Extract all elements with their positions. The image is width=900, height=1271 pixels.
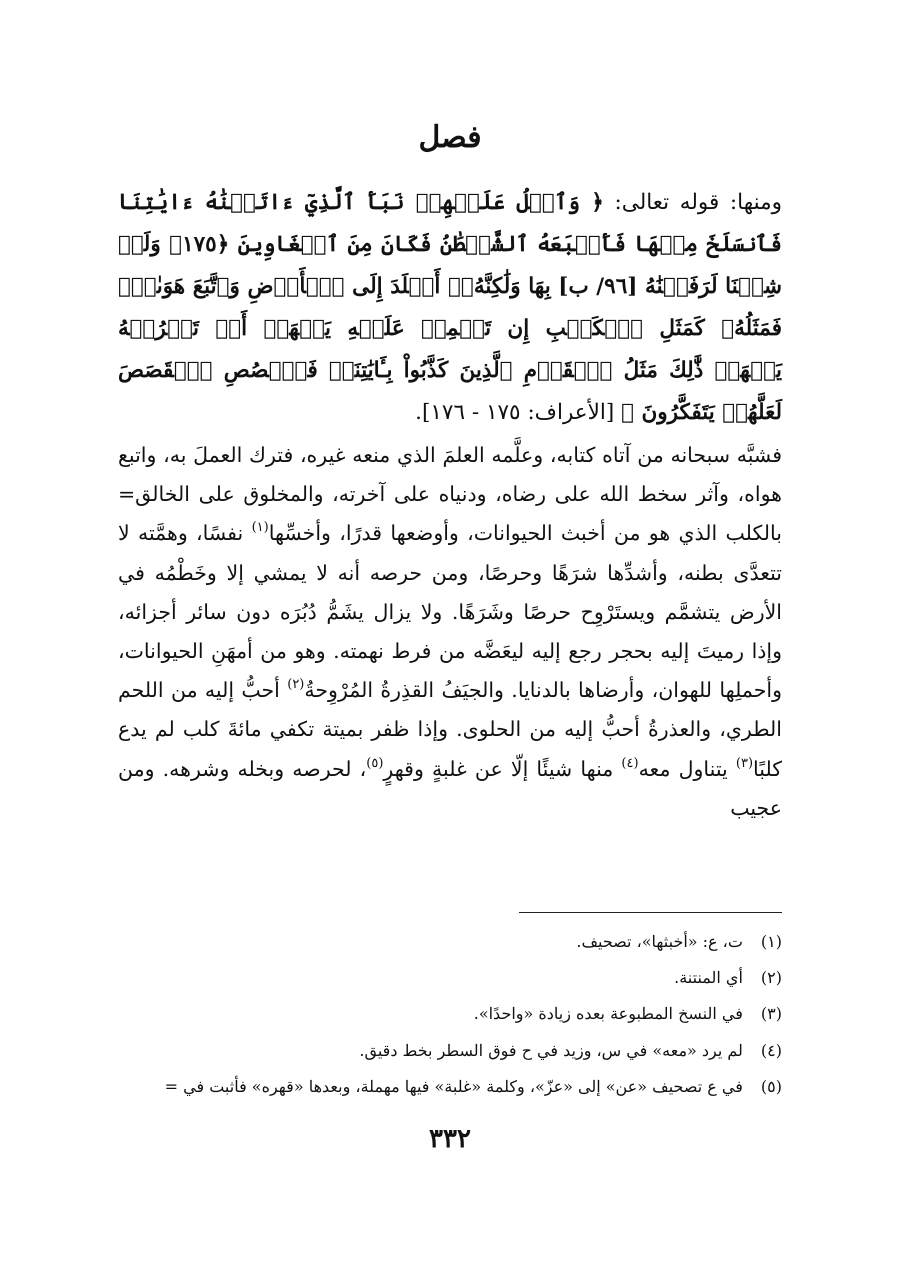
body-segment: نفسًا، وهمَّته لا تتعدَّى بطنه، وأشدِّها شرَهًا وحرصًا، ومن حرصه أنه لا يمشي إلا وخَطْمُه في الأرض يتشمَّم ويستَرْوِح حرصًا وشَرَهًا. ولا يزال يشَمُّ دُبُرَه دون سائر أجزائه، وإذا رميتَ إليه بحجر رجع إليه ليعَضَّه من فرط نهمته. وهو من أمهَنِ الحيوانات، وأحملِها للهوان، وأرضاها بالدنايا. والجيَفُ القذِرةُ المُرْوِحةُ [118,521,782,703]
footnote-divider [519,912,782,913]
page-number: ٣٣٢ [429,1124,471,1154]
footnote-number: (٤) [760,1040,782,1060]
footnote-marker-5[interactable]: (٥) [366,755,384,771]
verse-intro: ومنها: قوله تعالى: [614,190,782,215]
book-page [118,0,782,1271]
body-segment: ، لحرصه وبخله وشرهه. ومن عجيب [118,756,782,820]
body-segment: أحبُّ إليه من اللحم الطري، والعذرةُ أحبُّ إليه من الحلوى. وإذا ظفر بميتة تكفي مائةَ كلب لم يدع كلبًا [118,678,782,781]
footnote-marker-2[interactable]: (٢) [287,677,305,693]
section-title: فصل [418,120,482,155]
footnote-text: لم يرد «معه» في س، وزيد في ح فوق السطر بخط دقيق. [359,1040,743,1060]
footnote-marker-1[interactable]: (١) [251,520,269,536]
footnote-item [118,960,782,996]
body-segment: فشبَّه سبحانه من آتاه كتابه، وعلَّمه العلمَ الذي منعه غيره، فترك العملَ به، واتبع هواه، وآثر سخط الله على رضاه، ودنياه على آخرته، والمخلوق على الخالق= بالكلب الذي هو من أخبث الحيوانات، وأوضعها قدرًا، وأخسِّها [118,443,782,546]
verse-text: ﴿ وَٱتۡلُ عَلَيۡهِمۡ نَبَأَ ٱلَّذِيٓ ءَاتَيۡنَٰهُ ءَايَٰتِنَا فَٱنسَلَخَ مِنۡهَا فَأَتۡبَعَهُ ٱلشَّيۡطَٰنُ فَكَانَ مِنَ ٱلۡغَاوِينَ ﴿١٧٥﴾ وَلَوۡ شِئۡنَا لَرَفَعۡنَٰهُ [٩٦/ ب] بِهَا وَلَٰكِنَّهُۥٓ أَخۡلَدَ إِلَى ٱلۡأَرۡضِ وَٱتَّبَعَ هَوَىٰهُۚ فَمَثَلُهُۥ كَمَثَلِ ٱلۡكَلۡبِ إِن تَحۡمِلۡ عَلَيۡهِ يَلۡهَثۡ أَوۡ تَتۡرُكۡهُ يَلۡهَثۚ ذَّٰلِكَ مَثَلُ ٱلۡقَوۡمِ ٱلَّذِينَ كَذَّبُواْ بِـَٔايَٰتِنَاۚ فَٱقۡصُصِ ٱلۡقَصَصَ لَعَلَّهُمۡ يَتَفَكَّرُونَ ﴾ [118,190,783,425]
footnote-text: أي المنتنة. [674,968,743,988]
footnote-text: ت، ع: «أخبثها»، تصحيف. [576,932,743,951]
footnote-number: (٢) [760,968,782,988]
footnote-item [118,996,782,1032]
footnotes-list [118,924,782,1105]
footnote-number: (٣) [760,1004,782,1024]
footnote-marker-4[interactable]: (٤) [621,755,639,771]
footnote-text: في النسخ المطبوعة بعده زيادة «واحدًا». [473,1004,743,1024]
footnote-number: (٥) [760,1076,782,1096]
footnote-text: في ع تصحيف «عن» إلى «عزّ»، وكلمة «غلبة» فيها مهملة، وبعدها «قهره» فأثبت في = [164,1076,743,1096]
quran-verse-block [118,182,782,434]
commentary-paragraph [118,436,782,828]
body-segment: يتناول معه [638,756,736,781]
footnote-marker-3[interactable]: (٣) [735,755,754,771]
footnote-item [118,1033,782,1069]
body-segment: منها شيئًا إلّا عن غلبةٍ وقهرٍ [383,756,622,781]
footnote-item [118,1069,782,1105]
verse-reference: [الأعراف: ١٧٥ - ١٧٦]. [415,400,615,425]
footnote-item [118,924,782,960]
footnote-number: (١) [760,932,782,951]
